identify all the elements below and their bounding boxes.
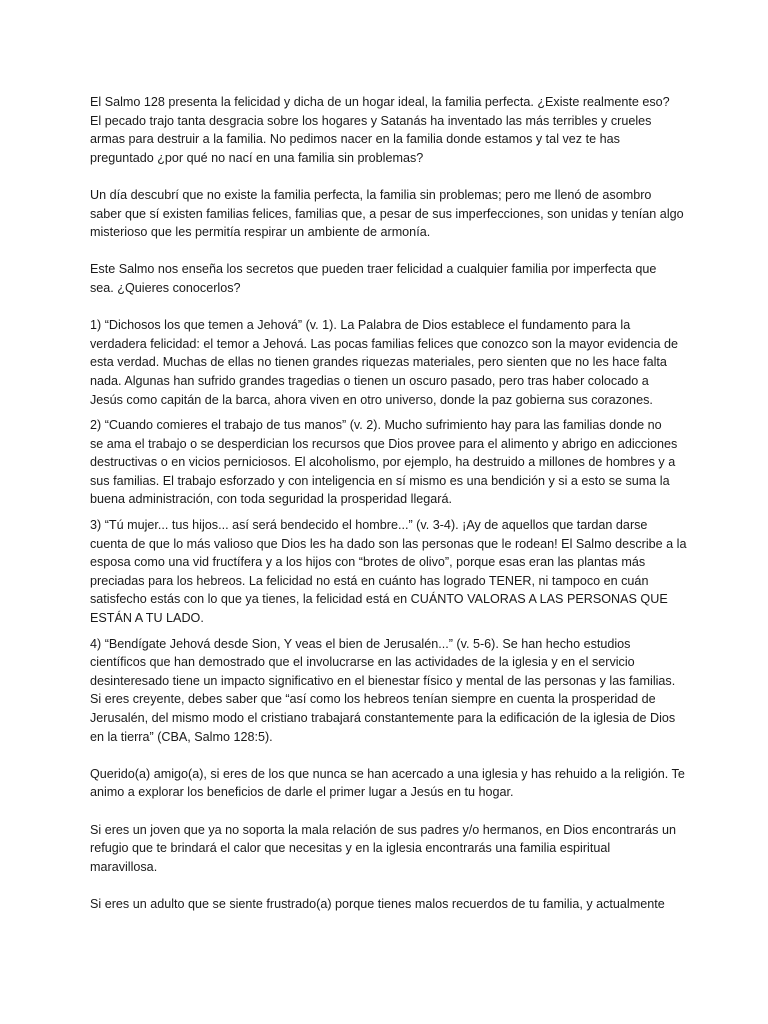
paragraph-intro: El Salmo 128 presenta la felicidad y dicha de un hogar ideal, la familia perfecta. ¿Existe realmente eso? El pecado trajo tanta desgracia sobre los hogares y Satanás ha inventado las más terribles y crueles armas para destruir a la familia. No pedimos nacer en la familia donde estamos y tal vez te has preguntado ¿por qué no nací en una familia sin problemas?: [90, 95, 670, 165]
paragraph-discovery: Un día descubrí que no existe la familia perfecta, la familia sin problemas; pero me llenó de asombro saber que sí existen familias felices, familias que, a pesar de sus imperfecciones, son unidas y tenían algo misterioso que les permitía respirar un ambiente de armonía.: [90, 187, 684, 240]
paragraph-point-2: 2) “Cuando comieres el trabajo de tus manos” (v. 2). Mucho sufrimiento hay para las familias donde no se ama el trabajo o se desperdician los recursos que Dios provee para el alimento y abrigo en adicciones destructivas o en vicios perniciosos. El alcoholismo, por ejemplo, ha destruido a millones de hombres y a sus familias. El trabajo esforzado y con inteligencia en sí mismo es una bendición y si a esto se suma la buena administración, con toda seguridad la prosperidad llegará.: [90, 418, 678, 507]
document-page: [90, 93, 690, 914]
paragraph-friend: Querido(a) amigo(a), si eres de los que nunca se han acercado a una iglesia y has rehuido a la religión. Te animo a explorar los beneficios de darle el primer lugar a Jesús en tu hogar.: [90, 766, 685, 800]
paragraph-adult: Si eres un adulto que se siente frustrado(a) porque tienes malos recuerdos de tu familia, y actualmente: [90, 896, 665, 911]
paragraph-point-4: 4) “Bendígate Jehová desde Sion, Y veas el bien de Jerusalén...” (v. 5-6). Se han hecho estudios científicos que han demostrado que el involucrarse en las actividades de la iglesia y en el servicio desinteresado tiene un impacto significativo en el bienestar físico y mental de las personas y las familias. Si eres creyente, debes saber que “así como los hebreos tenían siempre en cuenta la prosperidad de Jerusalén, del mismo modo el cristiano trabajará constantemente para la edificación de la iglesia de Dios en la tierra” (CBA, Salmo 128:5).: [90, 636, 676, 744]
paragraph-point-3: 3) “Tú mujer... tus hijos... así será bendecido el hombre...” (v. 3-4). ¡Ay de aquellos que tardan darse cuenta de que lo más valioso que Dios les ha dado son las personas que le rodean! El Salmo describe a la esposa como una vid fructífera y a los hijos con “brotes de olivo”, porque esas eran las plantas más preciadas para los hebreos. La felicidad no está en cuánto has logrado TENER, ni tampoco en cuán satisfecho estás con lo que ya tienes, la felicidad está en CUÁNTO VALORAS A LAS PERSONAS QUE ESTÁN A TU LADO.: [90, 518, 687, 626]
paragraph-point-1: 1) “Dichosos los que temen a Jehová” (v. 1). La Palabra de Dios establece el fundamento para la verdadera felicidad: el temor a Jehová. Las pocas familias felices que conozco son la mayor evidencia de esta verdad. Muchas de ellas no tienen grandes riquezas materiales, pero sienten que no les hace falta nada. Algunas han sufrido grandes tragedias o tienen un oscuro pasado, pero tras haber colocado a Jesús como capitán de la barca, ahora viven en otro universo, donde la paz gobierna sus corazones.: [90, 318, 679, 407]
paragraph-secrets: Este Salmo nos enseña los secretos que pueden traer felicidad a cualquier familia por imperfecta que sea. ¿Quieres conocerlos?: [90, 262, 657, 295]
paragraph-youth: Si eres un joven que ya no soporta la mala relación de sus padres y/o hermanos, en Dios encontrarás un refugio que te brindará el calor que necesitas y en la iglesia encontrarás una familia espiritual maravillosa.: [90, 822, 676, 874]
